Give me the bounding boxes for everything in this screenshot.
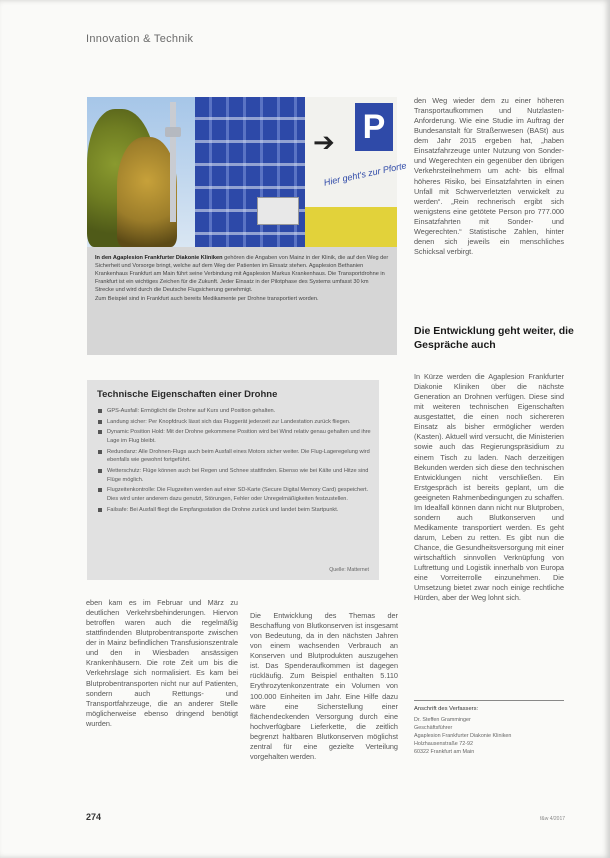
list-item: Dynamic Position Hold: Mit der Drohne gekommene Position wird bei Wind relativ genau gehalten und ihre Lage im Flug bleibt. (97, 428, 371, 445)
list-item: Failsafe: Bei Ausfall fliegt die Empfangsstation die Drohne zurück und landet beim Startpunkt. (97, 506, 371, 515)
hospital-photo (87, 97, 408, 247)
subheading: Die Entwicklung geht weiter, die Gespräche auch (414, 325, 574, 351)
paragraph: den Weg wieder dem zu einer höheren Transportaufkommen und Nutzlasten-Anforderung. Wie eine Studie im Auftrag der Bundesanstalt für Straßenwesen (BASt) aus dem Jahr 2015 ergeben hat, „haben Einsatzfahrzeuge unter Nutzung von Sonder- und Wegerechten ein gegenüber den übrigen Verkehrsteilnehmern um acht- bis elfmal höheres Risiko, bei Einsatzfahrten in einen Unfall mit Schwerverletzten verwickelt zu werden“. „Rein rechnerisch ergibt sich wenigstens eine getötete Person pro 777.000 Einsatzfahrten mit Sonder- und Wegerechten.“ Statistische Zahlen, hinter denen sich jeweils ein menschliches Schicksal verbirgt. (414, 96, 564, 256)
author-line: Agaplesion Frankfurter Diakonie Kliniken (414, 732, 512, 739)
tv-tower-graphic (170, 102, 176, 222)
issue-label: f&w 4/2017 (540, 816, 566, 822)
info-box-list (97, 407, 371, 514)
section-title: Innovation & Technik (86, 33, 194, 45)
column-bottom-middle (250, 611, 398, 762)
info-box (87, 380, 379, 580)
column-bottom-left (86, 598, 238, 729)
photo-caption (87, 247, 397, 355)
caption-text-2: Zum Beispiel sind in Frankfurt auch bereits Medikamente per Drohne transportiert worden. (95, 295, 319, 302)
sign-stand (257, 197, 299, 225)
column-right-bottom (414, 372, 564, 603)
author-line: Dr. Steffen Gramminger (414, 716, 471, 723)
author-line: 60322 Frankfurt am Main (414, 749, 475, 756)
caption-text: gehören die Angaben von Mainz in der Klinik, die auf den Weg der Sicherheit und Vorsorge bringt, welche auf dem Weg der Patienten im Einsatz stehen. Agaplesion Bethanien Krankenhaus Frankfurt am Main führt seine Verbindung mit Agaplesion Markus Krankenhaus. Die Transportdrohne in Frankfurt ist ein wichtiges Zeichen für die Zukunft. Jeder Einsatz in der Pilotphase des Systems umfasst 30 km Strecke und wird durch die Deutsche Flugsicherung genehmigt. (95, 255, 389, 294)
caption-lead: In den Agaplesion Frankfurter Diakonie Kliniken (95, 255, 223, 261)
info-box-source: Quelle: Matternet (329, 567, 369, 573)
tv-tower-top-graphic (165, 127, 181, 137)
info-box-title: Technische Eigenschaften einer Drohne (97, 389, 278, 400)
arrow-right-icon: ➔ (313, 127, 335, 157)
paragraph: Die Entwicklung des Themas der Beschaffung von Blutkonserven ist insgesamt von Bedeutung, da in den nächsten Jahren von einem wachsenden Verbrauch an Konserven und Blutprodukten auszugehen ist. Das Spenderaufkommen ist dagegen rückläufig. Zum Beispiel enthalten 5.110 Erythrozytenkonzentrate ein Volumen von 100.000 Einheiten im Jahr. Eine Hilfe dazu wäre eine Sicherstellung einer flächendeckenden Versorgung durch eine hochverfügbare Lieferkette, die zeitlich begrenzt haltbaren Blutkonserven möglichst zentral für eine gezielte Verteilung vorgehalten werden. (250, 611, 398, 761)
list-item: Flugzeitenkontrolle: Die Flugzeiten werden auf einer SD-Karte (Secure Digital Memory Card) gespeichert. Dies wird unter anderem dazu genutzt, Störungen, Fehler oder Unregelmäßigkeiten festzustellen. (97, 486, 371, 503)
author-line: Holzhausenstraße 72-92 (414, 741, 474, 748)
list-item: Wetterschutz: Flüge können auch bei Regen und Schnee stattfinden. Ebenso wie bei Kälte und Hitze sind Flüge möglich. (97, 467, 371, 484)
list-item: GPS-Ausfall: Ermöglicht die Drohne auf Kurs und Position gehalten. (97, 407, 371, 416)
author-address (414, 700, 564, 756)
paragraph: eben kam es im Februar und März zu deutlichen Verkehrsbehinderungen. Hiervon betroffen waren auch die regelmäßig stattfindenden Blutprobentransporte zwischen der in Mainz befindlichen Transfusionszentrale und den in Wiesbaden ansässigen Krankenhäusern. Die rote Zeit um bis die Verkehrslage sich normalisiert. Es kam bei Blutprobentransporten nicht nur auf Patienten, sondern auch Rettungs- und Transportfahrzeuge, die an anderer Stelle möglicherweise ebenso dringend benötigt wurden. (86, 598, 238, 728)
parking-p-icon: P (355, 103, 393, 151)
page-number: 274 (86, 812, 102, 822)
tree-graphic-autumn (117, 137, 177, 247)
author-line: Geschäftsführer (414, 724, 453, 731)
author-label: Anschrift des Verfassers: (414, 706, 479, 712)
sign-yellow-stripe (305, 207, 397, 247)
paragraph: In Kürze werden die Agaplesion Frankfurter Diakonie Kliniken über die nächste Generation an Drohnen verfügen. Diese sind mit weiteren technischen Eigenschaften ausgestattet, die einen noch sichereren Einsatz als bisher ermöglicher werden (Kasten). Aktuell wird versucht, die Ministerien sowie auch das Regierungspräsidium zu einem Tisch zu laden. Nach derzeitigen Bekunden werden sich diese den technischen Entwicklungen nicht verschließen. Ein Erstgespräch ist bereits geplant, um die geeigneten Rahmenbedingungen zu schaffen. Im Idealfall können dann nicht nur Blutproben, sondern auch Blutkonserven und Medikamente transportiert werden. Es geht darum, Leben zu retten. Es gibt nun die Chance, die Gesundheitsversorgung mit einer wirtschaftlich sinnvollen Verknüpfung von Luftrettung und Logistik innerhalb von Europa eine Vorreiterrolle einzunehmen. Die Umsetzung bietet zwar noch einige rechtliche Hürden, aber der Weg lohnt sich. (414, 372, 564, 603)
list-item: Redundanz: Alle Drohnen-Flugs auch beim Ausfall eines Motors sicher weiter. Die Flug-Lageregelung wird ebenfalls wie gewohnt fortgeführt. (97, 448, 371, 465)
sign-text: Hier geht's zur Pforte (322, 160, 408, 188)
list-item: Landung sicher: Per Knopfdruck lässt sich das Fluggerät jederzeit zur Landestation zurück fliegen. (97, 418, 371, 427)
column-right-top (414, 96, 564, 257)
